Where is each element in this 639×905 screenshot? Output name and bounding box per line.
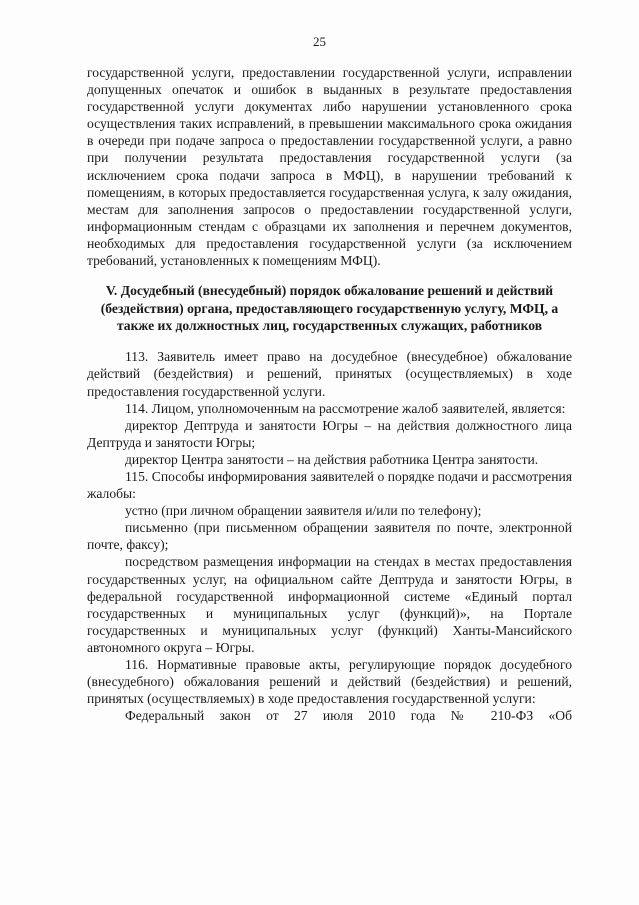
paragraph-114: 114. Лицом, уполномоченным на рассмотрение жалоб заявителей, является: [125, 400, 566, 416]
document-body [87, 64, 572, 724]
paragraph-federal-law: Федеральный закон от 27 июля 2010 года № 210-ФЗ «Об [125, 708, 572, 724]
paragraph-116: 116. Нормативные правовые акты, регулирующие порядок досудебного (внесудебного) обжалования решений и действий (бездействия) и решений, принятых (осуществляемых) в ходе предоставления государственной услуги: [87, 657, 572, 707]
spacer [87, 269, 572, 282]
paragraph-115-item-2: письменно (при письменном обращении заявителя по почте, электронной почте, факсу); [87, 520, 572, 553]
paragraph-114-item-1: директор Дептруда и занятости Югры – на действия должностного лица Дептруда и занятости Югры; [87, 417, 572, 450]
intro-paragraph: государственной услуги, предоставлении государственной услуги, исправлении допущенных опечаток и ошибок в выданных в результате предоставления государственной услуги документах либо нарушении установленного срока осуществления таких исправлений, в превышении максимального срока ожидания в очереди при подаче запроса о предоставлении государственной услуги, а равно при получении результата предоставления государственной услуги (за исключением срока подачи запроса в МФЦ), в нарушении требований к помещениям, в которых предоставляется государственная услуга, к залу ожидания, местам для заполнения запросов о предоставлении государственной услуги, информационным стендам с образцами их заполнения и перечнем документов, необходимых для предоставления государственной услуги (за исключением требований, установленных к помещениям МФЦ). [87, 65, 572, 269]
paragraph-114-item-2: директор Центра занятости – на действия работника Центра занятости. [125, 451, 539, 467]
page-number: 25 [313, 34, 326, 49]
spacer [87, 334, 572, 348]
paragraph-115-item-3: посредством размещения информации на стендах в местах предоставления государственных услуг, на официальном сайте Дептруда и занятости Югры, в федеральной государственной информационной системе «Единый портал государственных и муниципальных услуг (функций)», на Портале государственных и муниципальных услуг (функций) Ханты-Мансийского автономного округа – Югры. [87, 554, 572, 655]
paragraph-115-item-1: устно (при личном обращении заявителя и/или по телефону); [125, 503, 482, 519]
paragraph-113: 113. Заявитель имеет право на досудебное (внесудебное) обжалование действий (бездействия) и решений, принятых (осуществляемых) в ходе предоставления государственной услуги. [87, 349, 572, 399]
section-heading: V. Досудебный (внесудебный) порядок обжалование решений и действий (бездействия) органа, предоставляющего государственную услугу, МФЦ, а также их должностных лиц, государственных служащих, работников [100, 283, 559, 333]
paragraph-115: 115. Способы информирования заявителей о порядке подачи и рассмотрения жалобы: [87, 469, 572, 502]
